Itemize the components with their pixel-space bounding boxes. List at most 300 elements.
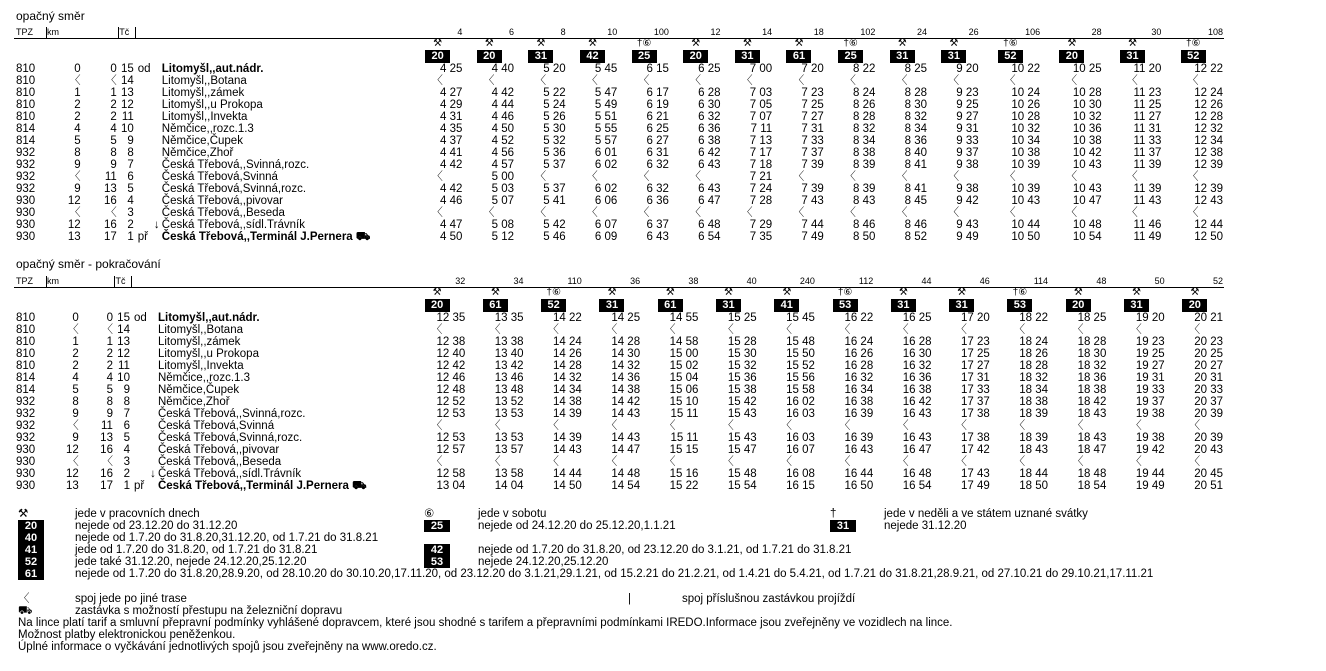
stop-tc: 13 xyxy=(120,86,134,99)
departure-time: 11 20 xyxy=(1133,62,1162,75)
trip-validity-icon: ⚒ xyxy=(957,287,967,298)
trip-validity-icon: †⑥ xyxy=(546,287,561,298)
stop-row xyxy=(14,468,1224,480)
departure-time: 〈 xyxy=(1065,206,1078,219)
stop-arrow xyxy=(148,444,158,456)
departure-time: 10 54 xyxy=(1072,230,1102,243)
departure-time: 6 43 xyxy=(698,158,721,171)
departure-time: 6 37 xyxy=(646,218,669,231)
stop-km-b: 0 xyxy=(110,62,117,75)
departure-time: 15 04 xyxy=(669,371,699,384)
departure-time: 14 58 xyxy=(669,335,699,348)
stop-tpz: 810 xyxy=(16,98,36,111)
departure-time: 14 04 xyxy=(494,479,524,492)
departure-time: 14 47 xyxy=(611,443,641,456)
departure-time: 6 32 xyxy=(646,158,669,171)
departure-time: 16 28 xyxy=(902,335,932,348)
stop-km-b: 4 xyxy=(106,371,113,384)
departure-time: 5 37 xyxy=(543,158,566,171)
stop-km-b: 2 xyxy=(106,359,113,372)
stop-km-a: 〈 xyxy=(69,170,81,183)
departure-time: 16 38 xyxy=(844,395,874,408)
departure-time: 10 43 xyxy=(1011,194,1041,207)
departure-time: 18 39 xyxy=(1019,407,1049,420)
departure-time: 6 06 xyxy=(594,194,618,207)
trip-note-badge: 20 xyxy=(1059,50,1084,63)
departure-time: 17 20 xyxy=(961,311,990,324)
departure-time: 15 38 xyxy=(727,383,757,396)
stop-arrow xyxy=(152,159,162,171)
legend-code-20-text: nejede od 23.12.20 do 31.12.20 xyxy=(75,520,238,532)
departure-time: 7 13 xyxy=(749,134,773,147)
departure-time: 〈 xyxy=(1130,323,1142,336)
departure-time: 16 39 xyxy=(844,407,874,420)
departure-time: 18 38 xyxy=(1019,395,1049,408)
departure-time: 16 26 xyxy=(844,347,874,360)
stop-tpz: 932 xyxy=(16,431,36,444)
departure-time: 10 42 xyxy=(1072,146,1102,159)
departure-time: 7 35 xyxy=(749,230,773,243)
departure-time: 12 58 xyxy=(436,467,466,480)
departure-time: 13 52 xyxy=(494,395,524,408)
departure-time: 17 37 xyxy=(961,395,990,408)
trip-number: 26 xyxy=(968,27,979,37)
timetable-section1 xyxy=(14,27,1224,243)
departure-time: 10 28 xyxy=(1011,110,1041,123)
trip-note-badge: 53 xyxy=(833,299,858,312)
departure-time: 12 35 xyxy=(436,311,466,324)
departure-time: 20 39 xyxy=(1194,431,1223,444)
stop-arrow xyxy=(152,147,162,159)
stop-name: Němčice,,rozc.1.3 xyxy=(161,122,254,135)
stop-tpz: 814 xyxy=(16,134,36,147)
stop-km-b: 〈 xyxy=(105,206,117,219)
stop-tpz: 932 xyxy=(16,407,36,420)
stop-arrow xyxy=(148,336,158,348)
stop-name: Litomyšl,,zámek xyxy=(157,335,241,348)
departure-time: 16 42 xyxy=(902,395,932,408)
departure-time: 9 27 xyxy=(956,110,979,123)
departure-time: 7 44 xyxy=(801,218,824,231)
departure-time: 7 24 xyxy=(749,182,773,195)
departure-time: 17 49 xyxy=(961,479,990,492)
departure-time: 〈 xyxy=(792,170,805,183)
trip-validity-icon: ⚒ xyxy=(433,38,443,49)
legend-sunday-icon: † xyxy=(830,508,837,520)
tc-header: Tč xyxy=(119,27,136,39)
trip-validity-icon: †⑥ xyxy=(1003,38,1018,49)
trip-validity-icon: †⑥ xyxy=(636,38,652,49)
note-payment: Možnost platby elektronickou peněženkou. xyxy=(18,629,236,641)
stop-arrow xyxy=(152,171,162,183)
departure-time: 12 50 xyxy=(1194,230,1223,243)
stop-row xyxy=(14,111,1224,123)
departure-time: 11 25 xyxy=(1133,98,1162,111)
departure-time: 〈 xyxy=(430,455,443,468)
departure-time: 15 02 xyxy=(669,359,699,372)
departure-time: 7 21 xyxy=(749,170,773,183)
legend-code-42: 42 xyxy=(424,544,450,556)
departure-time: 17 25 xyxy=(961,347,990,360)
trip-number: 12 xyxy=(710,27,721,37)
stop-km-b: 11 xyxy=(104,170,117,183)
stop-km-a: 4 xyxy=(72,371,79,384)
departure-time: 〈 xyxy=(1188,419,1201,432)
stop-arrow xyxy=(152,207,162,219)
legend-code-52-text: jede také 31.12.20, nejede 24.12.20,25.12.20 xyxy=(75,556,307,568)
departure-time: 6 42 xyxy=(698,146,721,159)
stop-mark xyxy=(136,75,152,87)
stop-km-b: 1 xyxy=(106,335,113,348)
trip-validity-icon: ⚒ xyxy=(1073,287,1083,298)
departure-time: 〈 xyxy=(897,419,909,432)
stop-km-b: 5 xyxy=(106,383,113,396)
departure-time: 18 50 xyxy=(1019,479,1049,492)
departure-time: 10 43 xyxy=(1072,182,1102,195)
departure-time: 15 06 xyxy=(669,383,699,396)
departure-time: 12 44 xyxy=(1194,218,1223,231)
stop-arrow: ↓ xyxy=(150,467,156,480)
stop-row xyxy=(14,420,1224,432)
stop-name: Česká Třebová,Svinná xyxy=(161,170,278,183)
stop-tc: 3 xyxy=(127,206,134,219)
departure-time: 15 15 xyxy=(669,443,699,456)
departure-time: 16 43 xyxy=(902,407,932,420)
departure-time: 14 43 xyxy=(611,431,641,444)
stop-name: Němčice,Čupek xyxy=(161,134,243,147)
stop-mark xyxy=(132,432,148,444)
stop-km-a: 5 xyxy=(74,134,81,147)
departure-time: 8 32 xyxy=(904,110,928,123)
legend-diversion-text: spoj jede po jiné trase xyxy=(75,593,187,605)
stop-tc: 1 xyxy=(123,479,130,492)
departure-time: 7 33 xyxy=(801,134,824,147)
trip-validity-icon: ⚒ xyxy=(1067,38,1077,49)
legend-code-41: 41 xyxy=(18,544,44,556)
departure-time: 17 38 xyxy=(961,407,990,420)
departure-time: 10 38 xyxy=(1072,134,1102,147)
trip-note-badge: 61 xyxy=(483,299,508,312)
departure-time: 6 38 xyxy=(698,134,721,147)
stop-mark xyxy=(136,219,152,231)
departure-time: 5 36 xyxy=(543,146,566,159)
departure-time: 7 23 xyxy=(801,86,824,99)
stop-km-b: 8 xyxy=(106,395,113,408)
trip-note-badge: 31 xyxy=(716,299,741,312)
departure-time: 4 29 xyxy=(440,98,463,111)
departure-time: 20 51 xyxy=(1194,479,1223,492)
timetable-section2 xyxy=(14,276,1224,492)
departure-time: 5 45 xyxy=(594,62,618,75)
stop-km-a: 8 xyxy=(74,146,81,159)
departure-time: 〈 xyxy=(431,170,443,183)
departure-time: 15 32 xyxy=(727,359,757,372)
stop-arrow xyxy=(152,111,162,123)
departure-time: 〈 xyxy=(663,419,676,432)
departure-time: 〈 xyxy=(780,455,793,468)
departure-time: 〈 xyxy=(431,74,443,87)
stop-km-a: 12 xyxy=(67,194,81,207)
stop-arrow xyxy=(152,183,162,195)
departure-time: 7 17 xyxy=(749,146,773,159)
departure-time: 13 42 xyxy=(494,359,524,372)
stop-km-b: 9 xyxy=(110,158,117,171)
stop-tc: 8 xyxy=(123,395,130,408)
departure-time: 8 22 xyxy=(853,62,876,75)
stop-tpz: 810 xyxy=(16,311,36,324)
stop-tc: 8 xyxy=(127,146,134,159)
stop-arrow xyxy=(148,408,158,420)
stop-row xyxy=(14,231,1224,243)
stop-km-b: 1 xyxy=(110,86,117,99)
departure-time: 18 42 xyxy=(1077,395,1107,408)
departure-time: 5 51 xyxy=(594,110,618,123)
departure-time: 〈 xyxy=(637,74,650,87)
stop-tpz: 810 xyxy=(16,62,36,75)
stop-tpz: 810 xyxy=(16,74,36,87)
departure-time: 17 27 xyxy=(961,359,990,372)
departure-time: 18 43 xyxy=(1077,431,1107,444)
trip-number: 100 xyxy=(653,27,669,37)
trip-note-badge: 25 xyxy=(838,50,863,63)
trip-validity-icon: ⚒ xyxy=(665,287,675,298)
departure-time: 14 38 xyxy=(611,383,641,396)
departure-time: 〈 xyxy=(1065,170,1078,183)
departure-time: 5 47 xyxy=(594,86,618,99)
departure-time: 〈 xyxy=(1130,455,1142,468)
departure-time: 17 38 xyxy=(961,431,990,444)
departure-time: 8 52 xyxy=(904,230,928,243)
stop-row xyxy=(14,336,1224,348)
departure-time: 5 12 xyxy=(491,230,515,243)
departure-time: 5 24 xyxy=(543,98,566,111)
trip-note-badge: 41 xyxy=(774,299,799,312)
departure-time: 6 21 xyxy=(646,110,669,123)
departure-time: 10 25 xyxy=(1072,62,1102,75)
departure-time: 14 32 xyxy=(611,359,641,372)
departure-time: 15 58 xyxy=(786,383,815,396)
stop-km-a: 1 xyxy=(74,86,81,99)
trip-validity-icon: †⑥ xyxy=(843,38,858,49)
trip-validity-icon: ⚒ xyxy=(536,38,546,49)
departure-time: 6 01 xyxy=(594,146,618,159)
departure-time: 7 07 xyxy=(749,110,773,123)
trip-note-badge: 31 xyxy=(528,50,553,63)
departure-time: 9 43 xyxy=(956,218,979,231)
departure-time: 9 42 xyxy=(956,194,979,207)
departure-time: 18 34 xyxy=(1019,383,1049,396)
legend-train-text: zastávka s možností přestupu na železniční dopravu xyxy=(75,605,343,617)
departure-time: 〈 xyxy=(1186,206,1199,219)
trip-validity-icon: ⚒ xyxy=(587,38,597,49)
tc-header: Tč xyxy=(115,276,132,288)
stop-arrow xyxy=(148,456,158,468)
trip-validity-icon: †⑥ xyxy=(1012,287,1028,298)
stop-km-b: 2 xyxy=(106,347,113,360)
departure-time: 13 04 xyxy=(436,479,466,492)
departure-time: 〈 xyxy=(955,323,967,336)
stop-km-b: 11 xyxy=(101,419,113,432)
stop-km-a: 13 xyxy=(65,479,79,492)
stop-tpz: 814 xyxy=(16,383,36,396)
departure-time: 11 39 xyxy=(1133,158,1162,171)
legend-saturday-icon: ⑥ xyxy=(424,508,435,520)
departure-time: 9 20 xyxy=(956,62,979,75)
departure-time: 16 38 xyxy=(902,383,932,396)
departure-time: 15 11 xyxy=(670,407,699,420)
departure-time: 12 26 xyxy=(1194,98,1223,111)
stop-name: Česká Třebová,,pivovar xyxy=(157,443,280,456)
departure-time: 15 00 xyxy=(669,347,699,360)
departure-time: 13 53 xyxy=(494,407,524,420)
stop-arrow xyxy=(148,480,158,492)
departure-time: 10 34 xyxy=(1011,134,1041,147)
stop-km-a: 12 xyxy=(67,218,81,231)
stop-km-b: 2 xyxy=(110,110,117,123)
departure-time: 6 43 xyxy=(698,182,721,195)
departure-time: 18 43 xyxy=(1019,443,1049,456)
departure-time: 19 38 xyxy=(1135,407,1165,420)
stop-row xyxy=(14,207,1224,219)
stop-arrow xyxy=(152,123,162,135)
stop-tc: 12 xyxy=(117,347,130,360)
departure-time: 17 23 xyxy=(961,335,990,348)
departure-time: 5 57 xyxy=(594,134,618,147)
departure-time: 15 54 xyxy=(727,479,757,492)
trip-note-badge: 31 xyxy=(890,50,915,63)
departure-time: 4 46 xyxy=(440,194,463,207)
departure-time: 13 40 xyxy=(494,347,524,360)
departure-time: 8 38 xyxy=(853,146,876,159)
departure-time: 10 47 xyxy=(1072,194,1102,207)
stop-row xyxy=(14,159,1224,171)
trip-number: 44 xyxy=(921,276,932,286)
stop-tpz: 810 xyxy=(16,86,36,99)
trip-validity-icon: †⑥ xyxy=(1185,38,1201,49)
stop-tc: 5 xyxy=(123,431,130,444)
departure-time: 〈 xyxy=(637,206,650,219)
departure-time: 14 28 xyxy=(553,359,582,372)
departure-time: 〈 xyxy=(489,323,501,336)
departure-time: 〈 xyxy=(586,206,598,219)
stop-km-a: 0 xyxy=(74,62,81,75)
departure-time: 13 38 xyxy=(494,335,524,348)
stop-km-a: 12 xyxy=(65,467,79,480)
stop-tc: 11 xyxy=(118,359,130,372)
departure-time: 19 44 xyxy=(1135,467,1165,480)
trip-note-badge: 20 xyxy=(425,299,450,312)
stop-km-a: 〈 xyxy=(69,206,81,219)
legend-workday-icon: ⚒ xyxy=(18,508,29,520)
departure-time: 12 28 xyxy=(1194,110,1223,123)
departure-time: 8 34 xyxy=(904,122,928,135)
departure-time: 16 32 xyxy=(844,371,874,384)
departure-time: 7 11 xyxy=(750,122,773,135)
departure-time: 4 31 xyxy=(440,110,463,123)
departure-time: 13 58 xyxy=(494,467,524,480)
departure-time: 8 46 xyxy=(853,218,876,231)
departure-time: 〈 xyxy=(1065,74,1078,87)
departure-time: 6 15 xyxy=(646,62,669,75)
stop-tpz: 932 xyxy=(16,146,36,159)
departure-time: 8 30 xyxy=(904,98,928,111)
departure-time: 4 46 xyxy=(491,110,515,123)
departure-time: 15 10 xyxy=(669,395,699,408)
departure-time: 16 15 xyxy=(786,479,815,492)
stop-km-a: 〈 xyxy=(67,455,79,468)
stop-tc: 12 xyxy=(120,98,134,111)
trip-number: 50 xyxy=(1154,276,1165,286)
legend-code-42-text: nejede od 1.7.20 do 31.8.20, od 23.12.20 do 3.1.21, od 1.7.21 do 31.8.21 xyxy=(478,544,852,556)
departure-time: 11 39 xyxy=(1133,182,1162,195)
stop-km-a: 13 xyxy=(67,230,81,243)
stop-row xyxy=(14,63,1224,75)
departure-time: 15 43 xyxy=(727,407,757,420)
departure-time: 10 32 xyxy=(1011,122,1041,135)
stop-row xyxy=(14,219,1224,231)
departure-time: 〈 xyxy=(844,206,856,219)
trip-note-badge: 31 xyxy=(891,299,916,312)
stop-mark xyxy=(136,123,152,135)
departure-time: 5 37 xyxy=(543,182,566,195)
departure-time: 4 42 xyxy=(440,158,463,171)
departure-time: 〈 xyxy=(430,419,443,432)
stop-mark xyxy=(132,348,148,360)
departure-time: 4 37 xyxy=(440,134,463,147)
trip-note-badge: 61 xyxy=(658,299,683,312)
trip-number: 6 xyxy=(509,27,515,37)
departure-time: 〈 xyxy=(663,323,676,336)
stop-km-b: 16 xyxy=(100,467,113,480)
stop-tpz: 932 xyxy=(16,419,36,432)
stop-row xyxy=(14,372,1224,384)
departure-time: 10 32 xyxy=(1072,110,1102,123)
departure-time: 〈 xyxy=(1188,323,1201,336)
stop-tpz: 930 xyxy=(16,467,36,480)
departure-time: 〈 xyxy=(1004,74,1016,87)
departure-time: 14 28 xyxy=(611,335,641,348)
departure-time: 4 40 xyxy=(491,62,515,75)
trip-validity-icon: ⚒ xyxy=(898,287,908,298)
stop-km-a: 12 xyxy=(65,443,79,456)
stop-km-a: 8 xyxy=(72,395,79,408)
departure-time: 18 25 xyxy=(1077,311,1107,324)
stop-name: Česká Třebová,,Svinná,rozc. xyxy=(157,407,306,420)
departure-time: 8 25 xyxy=(904,62,928,75)
legend-code-41-text: jede od 1.7.20 do 31.8.20, od 1.7.21 do 31.8.21 xyxy=(75,544,318,556)
departure-time: 〈 xyxy=(1013,455,1026,468)
stop-mark: od xyxy=(133,311,147,324)
stop-arrow: ↓ xyxy=(153,218,160,231)
departure-time: 〈 xyxy=(637,170,650,183)
legend-passthrough-text: spoj příslušnou zastávkou projíždí xyxy=(682,593,856,605)
departure-time: 18 36 xyxy=(1077,371,1107,384)
departure-time: 〈 xyxy=(1071,455,1084,468)
departure-time: 6 25 xyxy=(646,122,669,135)
departure-time: 6 47 xyxy=(698,194,721,207)
departure-time: 〈 xyxy=(605,323,618,336)
departure-time: 4 25 xyxy=(440,62,463,75)
departure-time: 〈 xyxy=(722,455,734,468)
stop-arrow xyxy=(148,348,158,360)
trip-validity-icon: ⚒ xyxy=(484,38,494,49)
departure-time: 13 35 xyxy=(494,311,524,324)
stop-row xyxy=(14,123,1224,135)
trip-validity-icon: ⚒ xyxy=(724,287,733,298)
legend-passthrough-icon: | xyxy=(628,593,631,605)
trip-note-badge: 20 xyxy=(425,50,450,63)
stop-row xyxy=(14,456,1224,468)
